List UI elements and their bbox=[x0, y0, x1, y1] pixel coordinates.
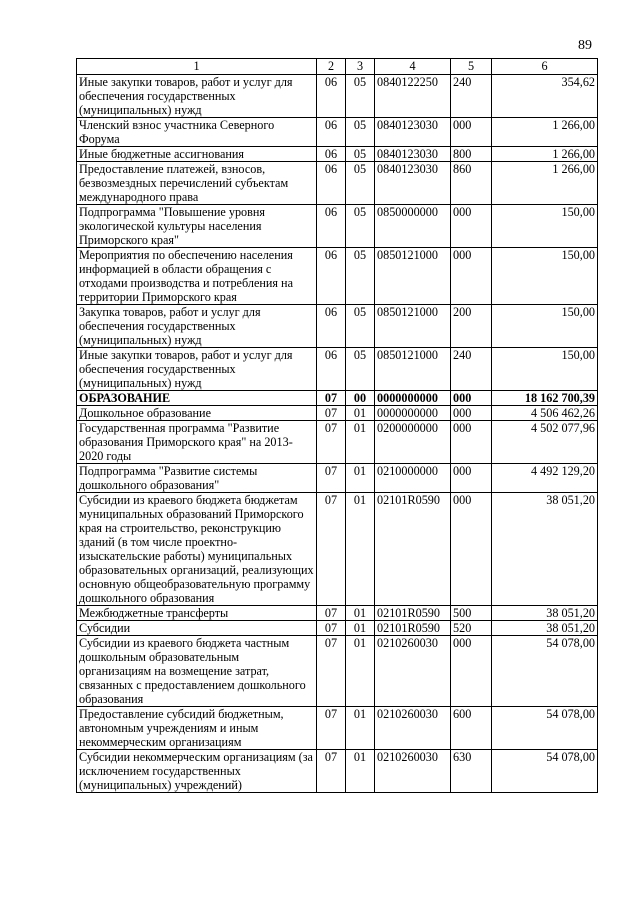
row-target-article-cell: 0210260030 bbox=[375, 707, 451, 750]
row-name-cell: Субсидии из краевого бюджета частным дошкольным образовательным организациям на возмещение затрат, связанных с предоставлением дошкольного образования bbox=[77, 636, 317, 707]
row-target-article-cell: 02101R0590 bbox=[375, 493, 451, 606]
row-amount-cell: 54 078,00 bbox=[492, 750, 598, 793]
page-number: 89 bbox=[578, 38, 592, 53]
row-target-article-cell: 0000000000 bbox=[375, 391, 451, 406]
row-target-article-cell: 0210260030 bbox=[375, 636, 451, 707]
row-section-cell: 07 bbox=[317, 750, 346, 793]
row-target-article-cell: 0840122250 bbox=[375, 75, 451, 118]
row-expense-type-cell: 000 bbox=[451, 391, 492, 406]
table-row bbox=[77, 391, 598, 406]
row-amount-cell: 4 502 077,96 bbox=[492, 421, 598, 464]
row-expense-type-cell: 000 bbox=[451, 248, 492, 305]
row-target-article-cell: 0210000000 bbox=[375, 464, 451, 493]
table-row bbox=[77, 421, 598, 464]
table-row bbox=[77, 248, 598, 305]
row-target-article-cell: 0000000000 bbox=[375, 406, 451, 421]
row-name-cell: Иные бюджетные ассигнования bbox=[77, 147, 317, 162]
row-expense-type-cell: 000 bbox=[451, 493, 492, 606]
row-section-cell: 06 bbox=[317, 118, 346, 147]
row-name-cell: Субсидии bbox=[77, 621, 317, 636]
table-row bbox=[77, 707, 598, 750]
row-name-cell: Членский взнос участника Северного Форума bbox=[77, 118, 317, 147]
row-name-cell: Предоставление субсидий бюджетным, автономным учреждениям и иным некоммерческим организациям bbox=[77, 707, 317, 750]
row-amount-cell: 38 051,20 bbox=[492, 621, 598, 636]
row-name-cell: Иные закупки товаров, работ и услуг для обеспечения государственных (муниципальных) нужд bbox=[77, 75, 317, 118]
header-cell-name: 1 bbox=[77, 59, 317, 75]
row-expense-type-cell: 240 bbox=[451, 75, 492, 118]
row-target-article-cell: 0850121000 bbox=[375, 348, 451, 391]
header-cell-target-article: 4 bbox=[375, 59, 451, 75]
row-target-article-cell: 0840123030 bbox=[375, 162, 451, 205]
row-section-cell: 07 bbox=[317, 406, 346, 421]
table-row bbox=[77, 118, 598, 147]
row-section-cell: 07 bbox=[317, 421, 346, 464]
row-subsection-cell: 01 bbox=[346, 493, 375, 606]
row-subsection-cell: 01 bbox=[346, 636, 375, 707]
row-subsection-cell: 05 bbox=[346, 248, 375, 305]
row-subsection-cell: 05 bbox=[346, 348, 375, 391]
row-expense-type-cell: 000 bbox=[451, 421, 492, 464]
row-target-article-cell: 02101R0590 bbox=[375, 621, 451, 636]
header-row bbox=[77, 59, 598, 75]
row-amount-cell: 150,00 bbox=[492, 305, 598, 348]
row-subsection-cell: 01 bbox=[346, 421, 375, 464]
row-subsection-cell: 01 bbox=[346, 750, 375, 793]
row-subsection-cell: 01 bbox=[346, 621, 375, 636]
row-section-cell: 07 bbox=[317, 636, 346, 707]
header-cell-subsection: 3 bbox=[346, 59, 375, 75]
row-name-cell: Закупка товаров, работ и услуг для обеспечения государственных (муниципальных) нужд bbox=[77, 305, 317, 348]
row-expense-type-cell: 800 bbox=[451, 147, 492, 162]
row-amount-cell: 1 266,00 bbox=[492, 147, 598, 162]
row-name-cell: ОБРАЗОВАНИЕ bbox=[77, 391, 317, 406]
row-target-article-cell: 0850121000 bbox=[375, 248, 451, 305]
row-name-cell: Субсидии некоммерческим организациям (за исключением государственных (муниципальных) учреждений) bbox=[77, 750, 317, 793]
row-amount-cell: 150,00 bbox=[492, 348, 598, 391]
row-amount-cell: 38 051,20 bbox=[492, 606, 598, 621]
table-row bbox=[77, 147, 598, 162]
header-cell-amount: 6 bbox=[492, 59, 598, 75]
row-subsection-cell: 05 bbox=[346, 147, 375, 162]
row-target-article-cell: 0840123030 bbox=[375, 147, 451, 162]
row-amount-cell: 54 078,00 bbox=[492, 636, 598, 707]
row-subsection-cell: 05 bbox=[346, 205, 375, 248]
row-name-cell: Предоставление платежей, взносов, безвозмездных перечислений субъектам международного права bbox=[77, 162, 317, 205]
table-row bbox=[77, 750, 598, 793]
row-amount-cell: 18 162 700,39 bbox=[492, 391, 598, 406]
row-name-cell: Государственная программа "Развитие образования Приморского края" на 2013-2020 годы bbox=[77, 421, 317, 464]
table-row bbox=[77, 305, 598, 348]
row-subsection-cell: 01 bbox=[346, 707, 375, 750]
row-amount-cell: 38 051,20 bbox=[492, 493, 598, 606]
row-section-cell: 06 bbox=[317, 205, 346, 248]
row-section-cell: 07 bbox=[317, 606, 346, 621]
table-row bbox=[77, 606, 598, 621]
row-subsection-cell: 05 bbox=[346, 305, 375, 348]
row-expense-type-cell: 520 bbox=[451, 621, 492, 636]
row-expense-type-cell: 600 bbox=[451, 707, 492, 750]
table-row bbox=[77, 493, 598, 606]
row-name-cell: Подпрограмма "Развитие системы дошкольного образования" bbox=[77, 464, 317, 493]
row-subsection-cell: 01 bbox=[346, 606, 375, 621]
row-name-cell: Дошкольное образование bbox=[77, 406, 317, 421]
row-name-cell: Подпрограмма "Повышение уровня экологической культуры населения Приморского края" bbox=[77, 205, 317, 248]
table-row bbox=[77, 636, 598, 707]
row-amount-cell: 4 506 462,26 bbox=[492, 406, 598, 421]
row-section-cell: 07 bbox=[317, 493, 346, 606]
row-subsection-cell: 01 bbox=[346, 464, 375, 493]
row-expense-type-cell: 500 bbox=[451, 606, 492, 621]
row-expense-type-cell: 200 bbox=[451, 305, 492, 348]
table-row bbox=[77, 406, 598, 421]
row-target-article-cell: 02101R0590 bbox=[375, 606, 451, 621]
row-name-cell: Субсидии из краевого бюджета бюджетам муниципальных образований Приморского края на строительство, реконструкцию зданий (в том числе проектно-изыскательские работы) муниципальных образовательных организаций, реализующих основную общеобразовательную программу дошкольного образования bbox=[77, 493, 317, 606]
row-expense-type-cell: 860 bbox=[451, 162, 492, 205]
header-cell-expense-type: 5 bbox=[451, 59, 492, 75]
row-name-cell: Мероприятия по обеспечению населения информацией в области обращения с отходами производства и потребления на территории Приморского края bbox=[77, 248, 317, 305]
row-expense-type-cell: 240 bbox=[451, 348, 492, 391]
row-target-article-cell: 0210260030 bbox=[375, 750, 451, 793]
row-amount-cell: 4 492 129,20 bbox=[492, 464, 598, 493]
row-section-cell: 07 bbox=[317, 391, 346, 406]
row-name-cell: Иные закупки товаров, работ и услуг для обеспечения государственных (муниципальных) нужд bbox=[77, 348, 317, 391]
header-cell-section: 2 bbox=[317, 59, 346, 75]
row-amount-cell: 354,62 bbox=[492, 75, 598, 118]
row-expense-type-cell: 000 bbox=[451, 205, 492, 248]
table-row bbox=[77, 464, 598, 493]
row-subsection-cell: 01 bbox=[346, 406, 375, 421]
table-row bbox=[77, 348, 598, 391]
row-expense-type-cell: 000 bbox=[451, 118, 492, 147]
row-amount-cell: 1 266,00 bbox=[492, 162, 598, 205]
row-expense-type-cell: 000 bbox=[451, 464, 492, 493]
row-section-cell: 06 bbox=[317, 305, 346, 348]
row-section-cell: 07 bbox=[317, 621, 346, 636]
row-target-article-cell: 0850000000 bbox=[375, 205, 451, 248]
row-section-cell: 06 bbox=[317, 162, 346, 205]
table-row bbox=[77, 75, 598, 118]
table-body bbox=[77, 75, 598, 793]
row-section-cell: 06 bbox=[317, 348, 346, 391]
row-subsection-cell: 05 bbox=[346, 75, 375, 118]
row-expense-type-cell: 000 bbox=[451, 406, 492, 421]
row-expense-type-cell: 630 bbox=[451, 750, 492, 793]
row-subsection-cell: 05 bbox=[346, 118, 375, 147]
row-target-article-cell: 0200000000 bbox=[375, 421, 451, 464]
row-amount-cell: 150,00 bbox=[492, 205, 598, 248]
row-section-cell: 07 bbox=[317, 464, 346, 493]
row-target-article-cell: 0840123030 bbox=[375, 118, 451, 147]
table-row bbox=[77, 162, 598, 205]
row-section-cell: 06 bbox=[317, 248, 346, 305]
row-section-cell: 07 bbox=[317, 707, 346, 750]
row-section-cell: 06 bbox=[317, 75, 346, 118]
row-amount-cell: 150,00 bbox=[492, 248, 598, 305]
table-row bbox=[77, 621, 598, 636]
row-subsection-cell: 05 bbox=[346, 162, 375, 205]
row-subsection-cell: 00 bbox=[346, 391, 375, 406]
row-name-cell: Межбюджетные трансферты bbox=[77, 606, 317, 621]
row-target-article-cell: 0850121000 bbox=[375, 305, 451, 348]
table-row bbox=[77, 205, 598, 248]
row-amount-cell: 1 266,00 bbox=[492, 118, 598, 147]
row-amount-cell: 54 078,00 bbox=[492, 707, 598, 750]
budget-table bbox=[76, 58, 598, 793]
row-section-cell: 06 bbox=[317, 147, 346, 162]
row-expense-type-cell: 000 bbox=[451, 636, 492, 707]
